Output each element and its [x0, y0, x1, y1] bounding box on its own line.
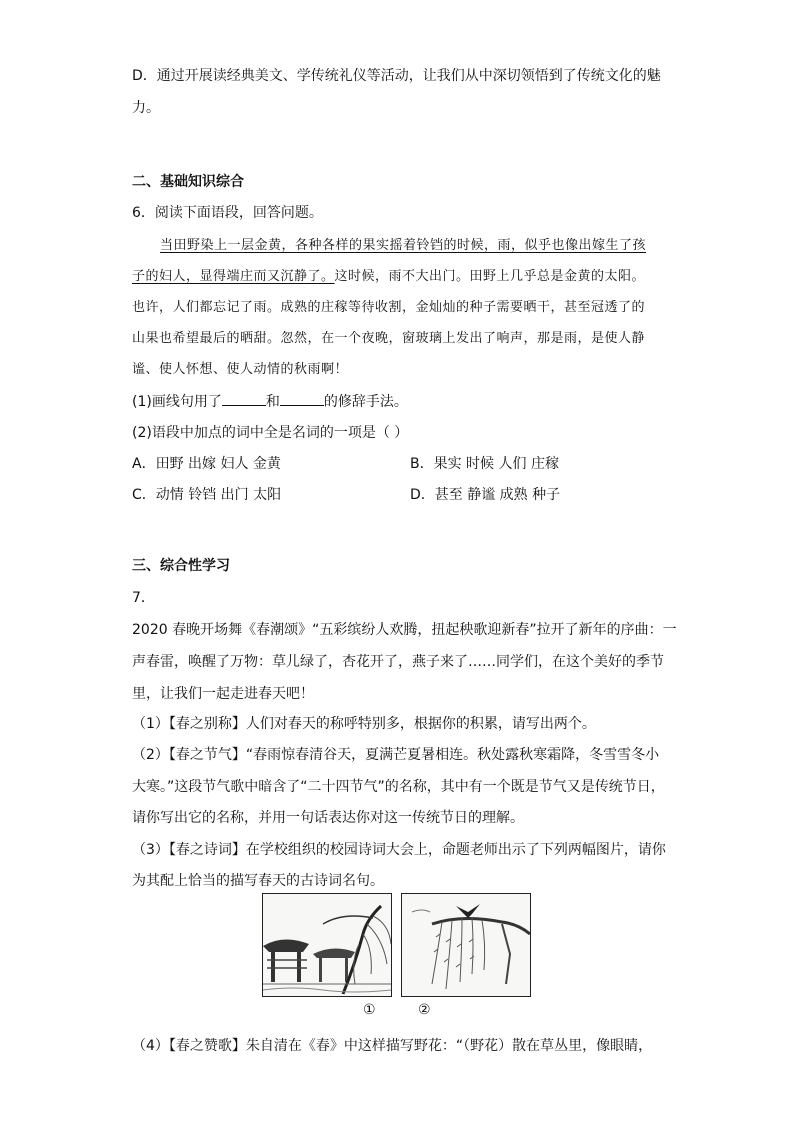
answer-blank-2[interactable] [280, 391, 324, 406]
q7-item2-line2: 大寒。”这段节气歌中暗含了“二十四节气”的名称，其中有一个既是节气又是传统节日， [132, 779, 665, 795]
q5-option-d-line2: 力。 [132, 100, 160, 116]
q6-sub1-text-b: 和 [265, 394, 280, 410]
passage-line-2-rest: 这时候，雨不大出门。田野上几乎总是金黄的太阳。 [334, 269, 646, 284]
q6-sub1 [132, 391, 408, 412]
passage-line-2 [132, 267, 645, 287]
q7-intro-line1: 2020 春晚开场舞《春潮颂》“五彩缤纷人欢腾，扭起秧歌迎新春”拉开了新年的序曲：一 [132, 622, 677, 638]
q6-sub2: (2)语段中加点的词中全是名词的一项是（ ） [132, 425, 409, 441]
q7-item3-line1: （3）【春之诗词】在学校组织的校园诗词大会上，命题老师出示了下列两幅图片，请你 [132, 842, 666, 858]
underlined-sentence-part1: 当田野染上一层金黄，各种各样的果实摇着铃铛的时候，雨，似乎也像出嫁生了孩 [160, 238, 647, 253]
picture-label-2: ② [418, 1002, 431, 1018]
q7-intro-line2: 声春雷，唤醒了万物：草儿绿了，杏花开了，燕子来了……同学们，在这个美好的季节 [132, 654, 664, 670]
q6-sub1-text-a: (1)画线句用了 [132, 394, 222, 410]
picture-label-1: ① [363, 1002, 376, 1018]
q7-item2-line1: （2）【春之节气】“春雨惊春清谷天，夏满芒夏暑相连。秋处露秋寒霜降，冬雪雪冬小 [132, 747, 660, 763]
q6-option-a[interactable]: A．田野 出嫁 妇人 金黄 [132, 456, 281, 472]
pavilion-willow-illustration [263, 894, 391, 996]
q6-option-d[interactable]: D．甚至 静谧 成熟 种子 [410, 487, 561, 503]
section3-heading: 三、综合性学习 [132, 558, 230, 574]
q6-option-b[interactable]: B．果实 时候 人们 庄稼 [410, 456, 559, 472]
picture-willow-swallow [401, 893, 531, 997]
underlined-sentence-part2: 子的妇人，显得端庄而又沉静了。 [132, 269, 335, 284]
q7-item2-line3: 请你写出它的名称，并用一句话表达你对这一传统节日的理解。 [132, 810, 524, 826]
q6-sub1-text-c: 的修辞手法。 [323, 394, 408, 410]
q7-item3-line2: 为其配上恰当的描写春天的古诗词名句。 [132, 873, 384, 889]
q7-number: 7． [132, 590, 155, 606]
passage-line-3: 也许，人们都忘记了雨。成熟的庄稼等待收割，金灿灿的种子需要晒干，甚至冠透了的 [132, 300, 646, 315]
picture-pavilion-willow [262, 893, 392, 997]
q6-stem: 6．阅读下面语段，回答问题。 [132, 205, 323, 221]
willow-swallow-illustration [402, 894, 530, 996]
q7-item4: （4）【春之赞歌】朱自清在《春》中这样描写野花：“（野花）散在草丛里，像眼睛， [132, 1038, 653, 1054]
q7-item1: （1）【春之别称】人们对春天的称呼特别多，根据你的积累，请写出两个。 [132, 716, 596, 732]
q7-intro-line3: 里，让我们一起走进春天吧！ [132, 686, 314, 702]
passage-line-1 [160, 236, 646, 256]
q6-option-c[interactable]: C．动情 铃铛 出门 太阳 [132, 487, 282, 503]
answer-blank-1[interactable] [222, 391, 266, 406]
q5-option-d-line1: D．通过开展读经典美文、学传统礼仪等活动，让我们从中深切领悟到了传统文化的魅 [132, 68, 661, 84]
passage-line-5: 谧、使人怀想、使人动情的秋雨啊！ [132, 362, 349, 377]
section2-heading: 二、基础知识综合 [132, 174, 244, 190]
passage-line-4: 山果也希望最后的晒甜。忽然，在一个夜晚，窗玻璃上发出了响声，那是雨，是使人静 [132, 331, 646, 346]
